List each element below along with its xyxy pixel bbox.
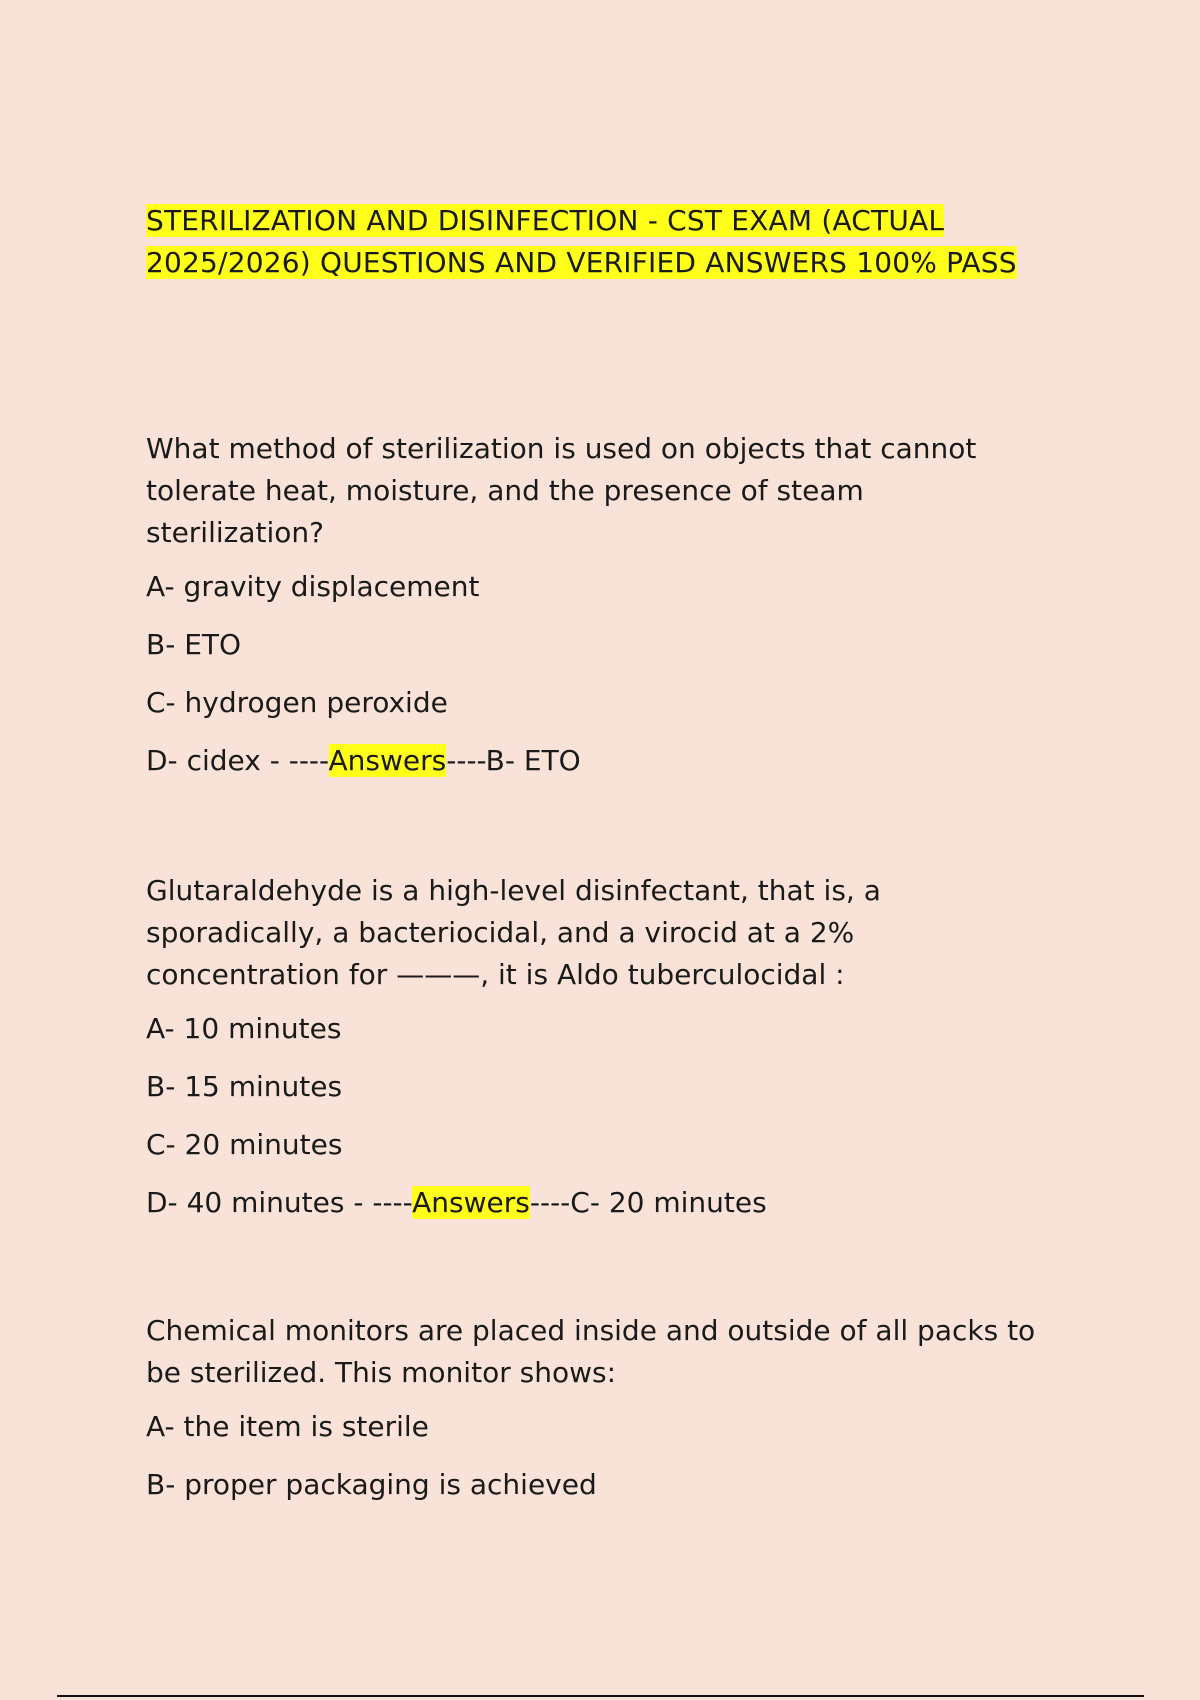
- question-text: Glutaraldehyde is a high-level disinfectant, that is, a sporadically, a bacteriocidal, and a virocid at a 2% concentration for ———, it is Aldo tuberculocidal :: [146, 874, 881, 991]
- option-b: B- ETO: [146, 628, 242, 661]
- option-c: C- 20 minutes: [146, 1128, 343, 1161]
- question-2: [146, 870, 1046, 1224]
- option-d-with-answer: [146, 1182, 1046, 1224]
- option-b: B- 15 minutes: [146, 1070, 343, 1103]
- question-1: [146, 428, 1046, 782]
- title-highlight: STERILIZATION AND DISINFECTION - CST EXAM (ACTUAL 2025/2026) QUESTIONS AND VERIFIED ANSWERS 100% PASS: [146, 204, 1017, 279]
- option-a: A- gravity displacement: [146, 570, 480, 603]
- answers-label: Answers: [328, 744, 447, 777]
- page-bottom-divider: [57, 1695, 1144, 1697]
- option-b: B- proper packaging is achieved: [146, 1468, 597, 1501]
- option-a: A- 10 minutes: [146, 1012, 342, 1045]
- question-text: Chemical monitors are placed inside and outside of all packs to be sterilized. This monitor shows:: [146, 1314, 1036, 1389]
- option-d: D- cidex - ----: [146, 744, 329, 777]
- option-d: D- 40 minutes - ----: [146, 1186, 413, 1219]
- document-title: [146, 200, 1046, 284]
- answer-text: ----C- 20 minutes: [529, 1186, 767, 1219]
- option-d-with-answer: [146, 740, 1046, 782]
- option-c: C- hydrogen peroxide: [146, 686, 448, 719]
- answer-text: ----B- ETO: [446, 744, 581, 777]
- answers-label: Answers: [412, 1186, 530, 1219]
- question-3: [146, 1310, 1046, 1506]
- question-text: What method of sterilization is used on objects that cannot tolerate heat, moisture, and the presence of steam sterilization?: [146, 432, 977, 549]
- option-a: A- the item is sterile: [146, 1410, 429, 1443]
- document-page: [146, 200, 1046, 1506]
